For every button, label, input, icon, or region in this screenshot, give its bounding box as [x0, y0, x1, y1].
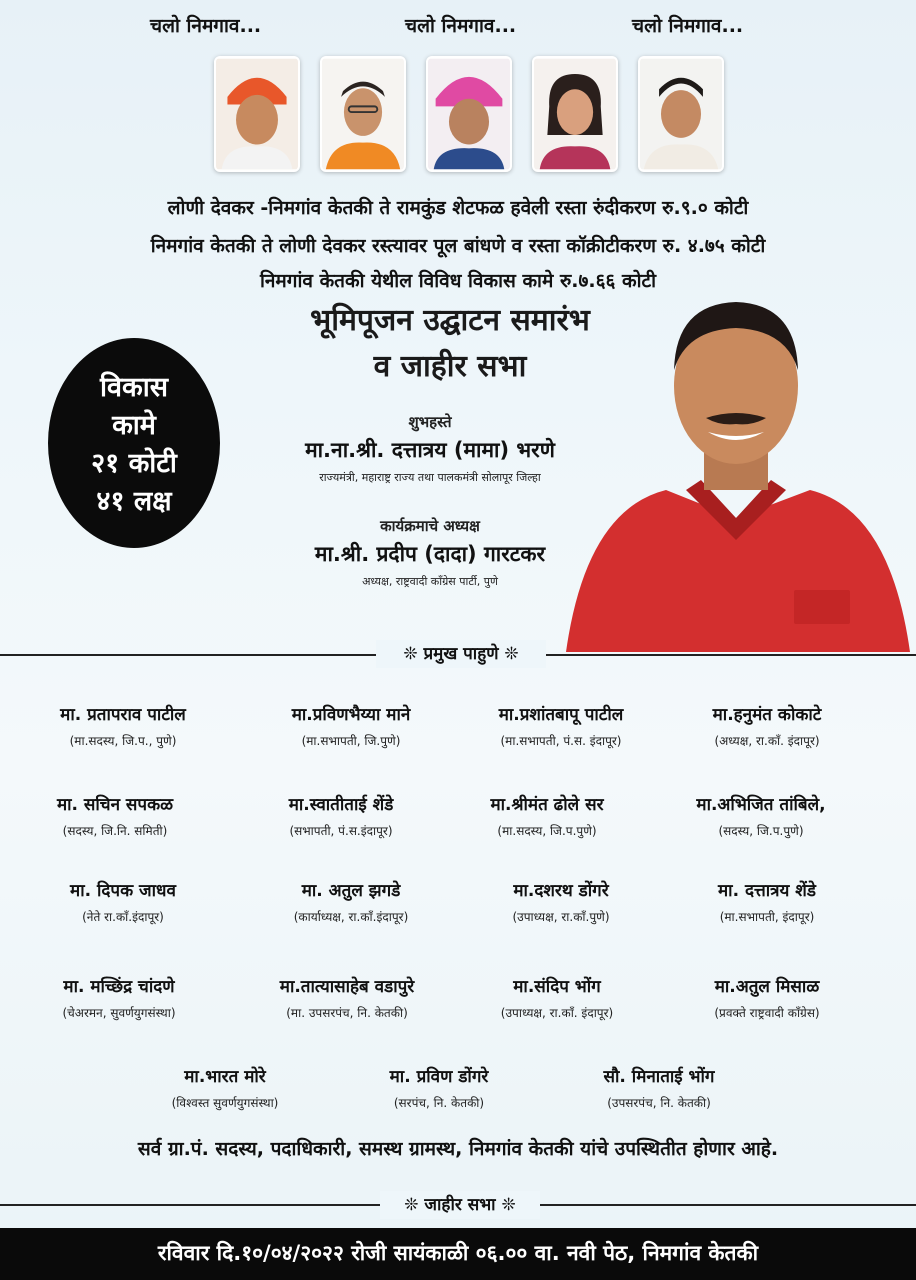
guest-name: मा. प्रतापराव पाटील — [60, 705, 186, 725]
guest-role: (मा.सदस्य, जि.प.पुणे) — [497, 824, 597, 838]
guest-role: (नेते रा.कॉं.इंदापूर) — [82, 910, 164, 924]
guest-role: (अध्यक्ष, रा.कॉं. इंदापूर) — [714, 734, 820, 748]
person-photo-icon — [566, 290, 910, 652]
guest-name: मा. दत्तात्रय शेंडे — [718, 881, 816, 901]
guest-item — [432, 792, 662, 839]
chalo-text-3: चलो निमगाव... — [632, 15, 744, 37]
guest-name: मा.अभिजित तांबिले, — [696, 795, 826, 815]
guest-name: मा.श्रीमंत ढोले सर — [490, 795, 604, 815]
person-photo-icon — [428, 58, 510, 170]
event-date-venue: रविवार दि.१०/०४/२०२२ रोजी सायंकाळी ०६.०० वा. नवी पेठ, निमगांव केतकी — [0, 1228, 916, 1280]
guest-item — [446, 878, 676, 925]
closing-text: सर्व ग्रा.पं. सदस्य, पदाधिकारी, समस्थ ग्रामस्थ, निमगांव केतकी यांचे उपस्थितीत होणार आहे. — [137, 1138, 779, 1160]
guest-role: (विश्वस्त सुवर्णयुगसंस्था) — [171, 1096, 279, 1110]
president-label: कार्यक्रमाचे अध्यक्ष — [380, 517, 480, 535]
guest-name: मा. सचिन सपकळ — [56, 795, 174, 815]
guest-item — [446, 702, 676, 749]
guests-heading: ❊ प्रमुख पाहुणे ❊ — [376, 640, 546, 668]
leader-photo-4 — [532, 56, 618, 172]
guest-item — [4, 974, 234, 1021]
sabha-heading: ❊ जाहीर सभा ❊ — [380, 1191, 540, 1219]
guest-role: (उपाध्यक्ष, रा.कॉं. इंदापूर) — [500, 1006, 614, 1020]
badge-line-4: ४१ लक्ष — [96, 486, 172, 517]
project-line-3: निमगांव केतकी येथील विविध विकास कामे रु.७.६६ कोटी — [259, 270, 657, 292]
chalo-text-2: चलो निमगाव... — [405, 15, 517, 37]
project-line-1: लोणी देवकर -निमगांव केतकी ते रामकुंड शेटफळ हवेली रस्ता रुंदीकरण रु.९.० कोटी — [167, 197, 749, 219]
guest-name: मा. प्रविण डोंगरे — [389, 1067, 489, 1087]
guest-item — [236, 878, 466, 925]
president-name: मा.श्री. प्रदीप (दादा) गारटकर — [314, 542, 546, 566]
guest-name: मा.प्रविणभैय्या माने — [291, 705, 411, 725]
leader-photo-1 — [214, 56, 300, 172]
guest-item — [442, 974, 672, 1021]
guest-role: (कार्याध्यक्ष, रा.कॉं.इंदापूर) — [293, 910, 409, 924]
chief-guest-label: शुभहस्ते — [408, 413, 452, 431]
guest-role: (सभापती, पं.स.इंदापूर) — [289, 824, 393, 838]
guest-role: (मा.सभापती, इंदापूर) — [719, 910, 815, 924]
guest-name: मा.हनुमंत कोकाटे — [712, 705, 822, 725]
headline-line-2: व जाहीर सभा — [373, 349, 527, 384]
chalo-row — [0, 12, 916, 42]
person-photo-icon — [216, 58, 298, 170]
guest-role: (मा.सदस्य, जि.प., पुणे) — [69, 734, 177, 748]
person-photo-icon — [322, 58, 404, 170]
guest-item — [652, 974, 882, 1021]
guest-role: (मा.सभापती, जि.पुणे) — [301, 734, 401, 748]
guest-name: मा. मच्छिंद्र चांदणे — [63, 977, 175, 997]
person-photo-icon — [640, 58, 722, 170]
guest-name: मा.अतुल मिसाळ — [714, 977, 820, 997]
person-photo-icon — [534, 58, 616, 170]
project-line-2: निमगांव केतकी ते लोणी देवकर रस्त्यावर पूल बांधणे व रस्ता कॉक्रीटीकरण रु. ४.७५ कोटी — [150, 235, 766, 257]
leader-photo-5 — [638, 56, 724, 172]
president-block — [240, 516, 620, 589]
guest-item — [8, 702, 238, 749]
guest-name: मा.स्वातीताई शेंडे — [288, 795, 394, 815]
chief-guest-block — [240, 412, 620, 485]
badge-line-2: कामे — [112, 410, 156, 441]
guest-name: मा.प्रशांतबापू पाटील — [498, 705, 624, 725]
guest-role: (प्रवक्ते राष्ट्रवादी कॉंग्रेस) — [714, 1006, 820, 1020]
guest-role: (उपाध्यक्ष, रा.कॉं.पुणे) — [512, 910, 610, 924]
guest-name: मा. दिपक जाधव — [70, 881, 176, 901]
guest-item — [232, 974, 462, 1021]
chief-guest-name: मा.ना.श्री. दत्तात्रय (मामा) भरणे — [305, 438, 555, 462]
guest-item — [652, 702, 882, 749]
guest-name: सौ. मिनाताई भोंग — [603, 1067, 715, 1087]
guest-role: (उपसरपंच, नि. केतकी) — [607, 1096, 711, 1110]
guest-role: (चेअरमन, सुवर्णयुगसंस्था) — [62, 1006, 176, 1020]
chalo-text-1: चलो निमगाव... — [150, 15, 262, 37]
development-works-badge — [48, 338, 220, 548]
headline-line-1: भूमिपूजन उद्घाटन समारंभ — [310, 303, 590, 338]
badge-line-1: विकास — [100, 372, 168, 403]
guest-name: मा.तात्यासाहेब वडापुरे — [279, 977, 415, 997]
hero-portrait — [566, 290, 910, 652]
guest-role: (सदस्य, जि.प.पुणे) — [718, 824, 804, 838]
leader-photo-2 — [320, 56, 406, 172]
guest-item — [652, 878, 882, 925]
guest-name: मा.संदिप भोंग — [513, 977, 601, 997]
guest-item — [0, 792, 230, 839]
guest-role: (सरपंच, नि. केतकी) — [393, 1096, 485, 1110]
leader-photo-3 — [426, 56, 512, 172]
guest-item — [226, 792, 456, 839]
guest-item — [646, 792, 876, 839]
guest-item — [324, 1064, 554, 1111]
guest-name: मा.दशरथ डोंगरे — [513, 881, 609, 901]
leader-photos — [214, 56, 724, 174]
guest-role: (सदस्य, जि.नि. समिती) — [62, 824, 168, 838]
guest-name: मा. अतुल झगडे — [301, 881, 401, 901]
chief-guest-title: राज्यमंत्री, महाराष्ट्र राज्य तथा पालकमंत्री सोलापूर जिल्हा — [319, 471, 541, 484]
guest-item — [544, 1064, 774, 1111]
guest-name: मा.भारत मोरे — [184, 1067, 266, 1087]
guest-item — [110, 1064, 340, 1111]
badge-line-3: २१ कोटी — [91, 448, 177, 479]
guest-role: (मा. उपसरपंच, नि. केतकी) — [286, 1006, 408, 1020]
guest-role: (मा.सभापती, पं.स. इंदापूर) — [500, 734, 622, 748]
guest-item — [8, 878, 238, 925]
guest-item — [236, 702, 466, 749]
president-title: अध्यक्ष, राष्ट्रवादी कॉंग्रेस पार्टी, पुणे — [362, 575, 498, 588]
